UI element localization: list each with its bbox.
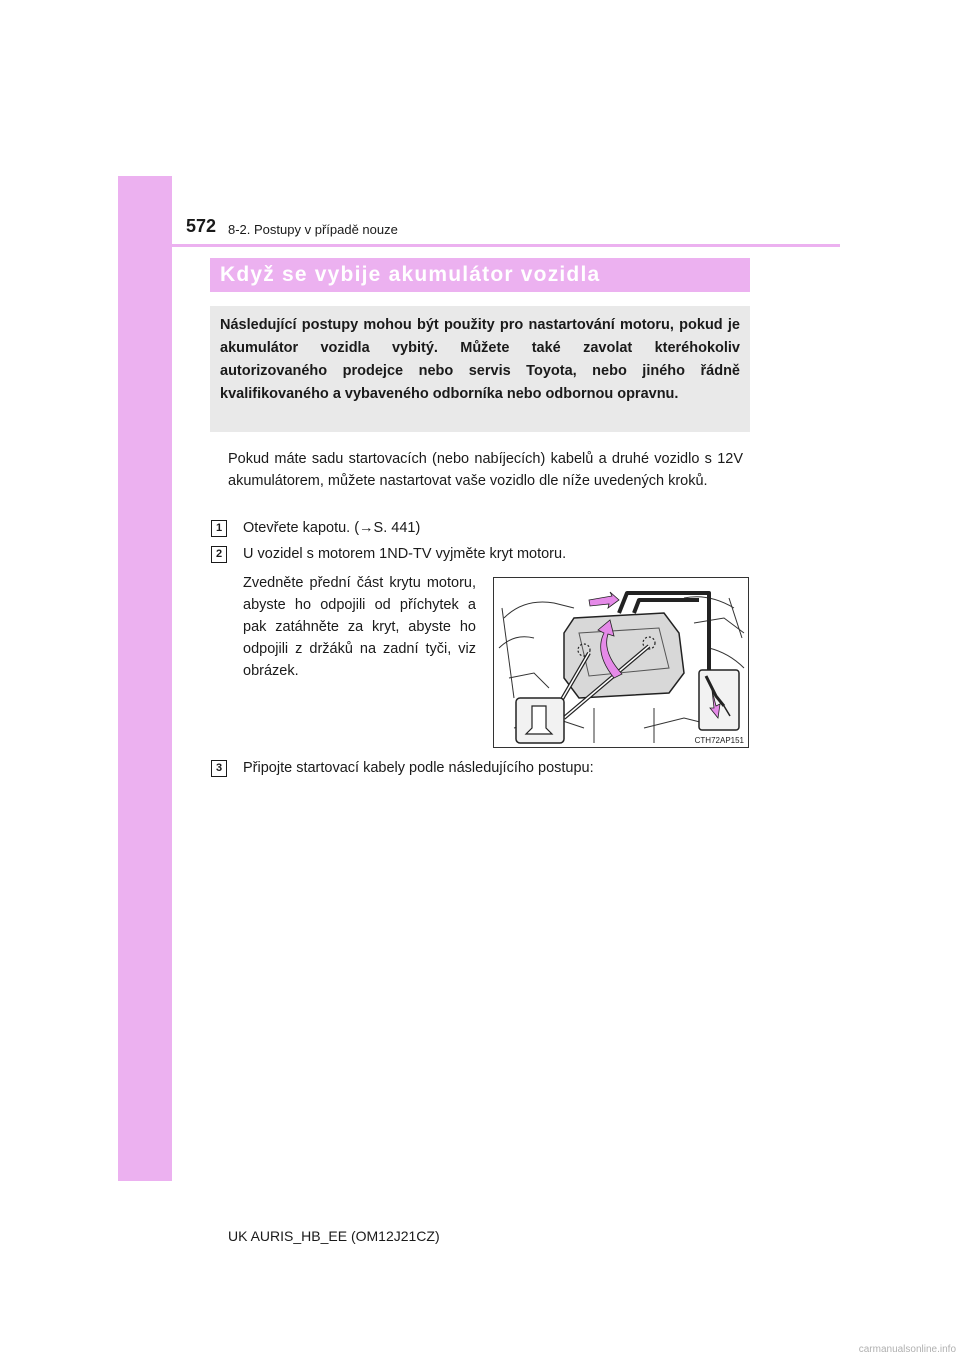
body-paragraph: Pokud máte sadu startovacích (nebo nabíjecích) kabelů a druhé vozidlo s 12V akumulátorem, můžete nastartovat vaše vozidlo dle níže uvedených kroků. [228,451,743,489]
step-number-3: 3 [211,760,227,777]
step-number-1: 1 [211,520,227,537]
header-rule [172,244,840,247]
intro-text: Následující postupy mohou být použity pro nastartování motoru, pokud je akumulátor vozidla vybitý. Můžete také zavolat kteréhokoliv autorizovaného prodejce nebo servis Toyota, nebo jiného řádně kvalifikovaného a vybaveného odborníka nebo odbornou opravnu. [220,317,740,402]
footer-model: UK AURIS_HB_EE (OM12J21CZ) [228,1228,440,1244]
step-2-detail: Zvedněte přední část krytu motoru, abyste ho odpojili od příchytek a pak zatáhněte za kryt, abyste ho odpojili z držáků na zadní tyči, viz obrázek. [243,575,476,679]
engine-cover-illustration [494,578,749,748]
watermark[interactable]: carmanualsonline.info [858,1344,956,1355]
intro-box [210,306,750,432]
pull-arrow-icon [589,592,619,608]
engine-cover-figure [493,577,749,748]
page-title: Když se vybije akumulátor vozidla [220,263,601,286]
page-number: 572 [186,216,217,236]
title-bar [210,258,750,292]
step-number-2: 2 [211,546,227,563]
step-text-1: Otevřete kapotu. (→S. 441) [243,520,421,536]
figure-code: CTH72AP151 [694,736,744,745]
step-text-3: Připojte startovací kabely podle následujícího postupu: [243,760,594,776]
step-text-2: U vozidel s motorem 1ND-TV vyjměte kryt motoru. [243,546,567,562]
section-label: 8-2. Postupy v případě nouze [228,222,398,237]
chapter-side-tab [118,176,172,1181]
